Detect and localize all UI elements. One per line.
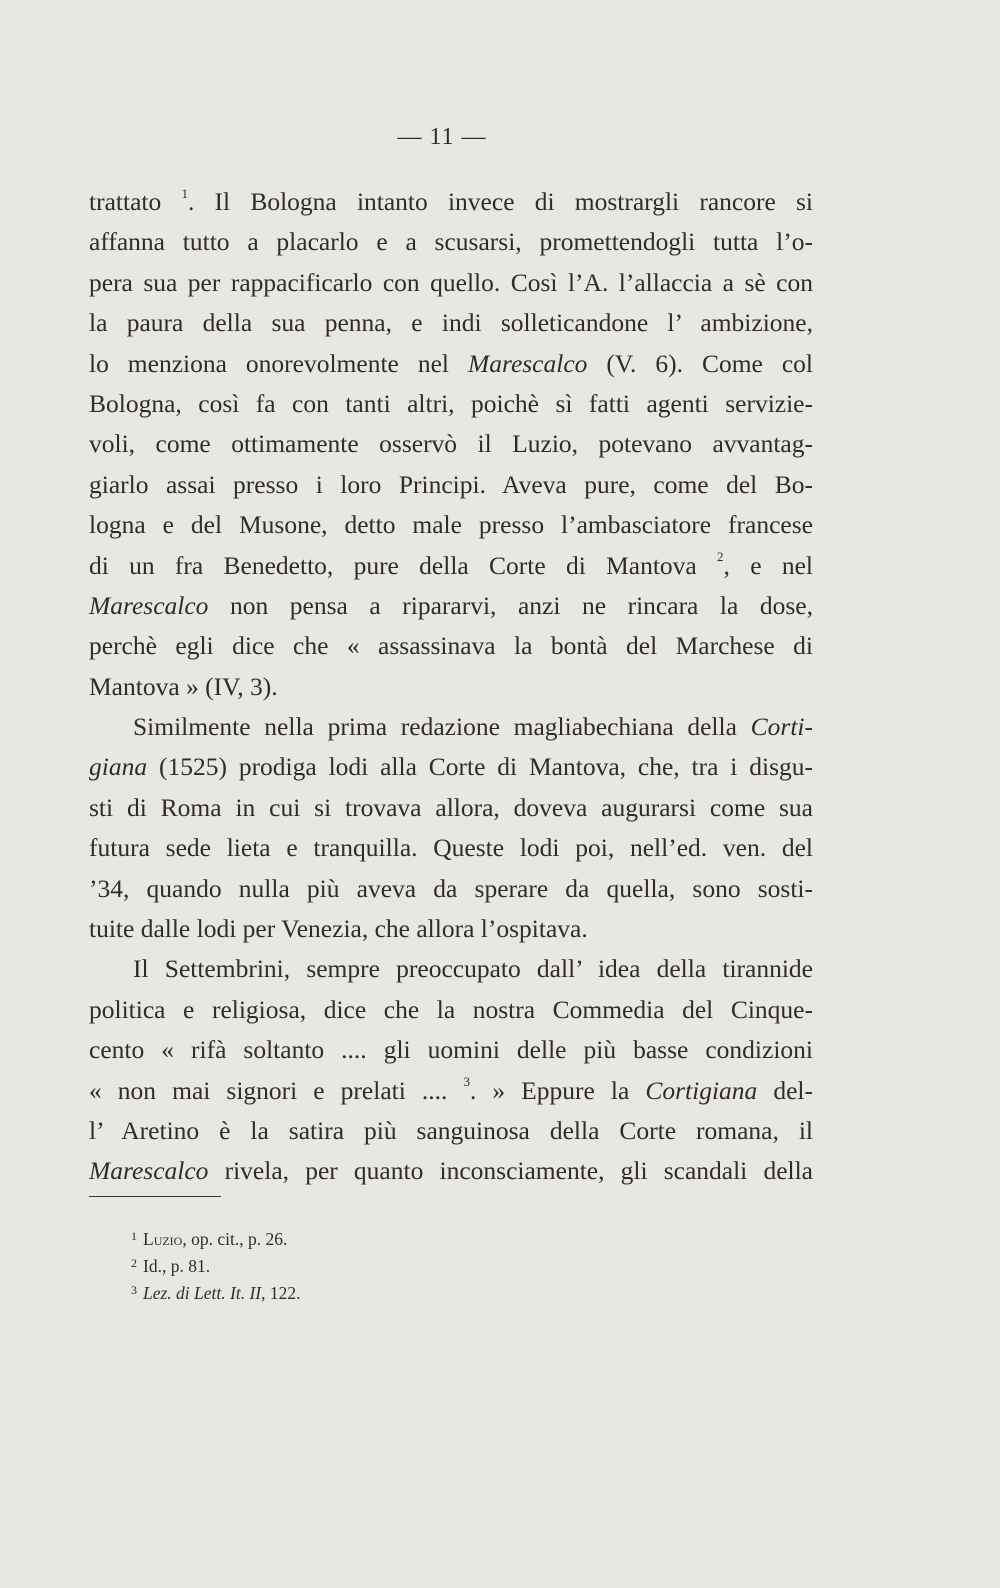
text-line: lo menziona onorevolmente nel Marescalco (V. 6). Come col bbox=[89, 348, 813, 378]
text-line: voli, come ottimamente osservò il Luzio, potevano avvantag- bbox=[89, 429, 813, 459]
text-line: Bologna, così fa con tanti altri, poichè sì fatti agenti servizie- bbox=[89, 388, 813, 418]
footnote-ref: 3 bbox=[463, 1074, 470, 1090]
text-line: di un fra Benedetto, pure della Corte di Mantova $^2$, e nel bbox=[89, 549, 813, 580]
text-line: sti di Roma in cui si trovava allora, doveva augurarsi come sua bbox=[89, 792, 813, 822]
text-line: pera sua per rappacificarlo con quello. Così l’A. l’allaccia a sè con bbox=[89, 267, 813, 297]
footnote-ref: 2 bbox=[717, 549, 724, 565]
footnote: $^1$ Luzio, op. cit., p. 26. bbox=[131, 1229, 288, 1249]
footnote-mark: 1 bbox=[131, 1229, 137, 1243]
work-title: Cortigiana bbox=[645, 1075, 758, 1105]
text-line: giarlo assai presso i loro Principi. Aveva pure, come del Bo- bbox=[89, 469, 813, 499]
body-text bbox=[89, 182, 813, 1192]
text-line: trattato $^1$. Il Bologna intanto invece di mostrargli rancore si bbox=[89, 185, 814, 216]
text-line: Similmente nella prima redazione magliabechiana della Corti- bbox=[133, 712, 813, 742]
text-line: politica e religiosa, dice che la nostra Commedia del Cinque- bbox=[89, 994, 813, 1024]
text-line: l’ Aretino è la satira più sanguinosa della Corte romana, il bbox=[89, 1115, 813, 1145]
text-line: « non mai signori e prelati .... $^3$. » Eppure la Cortigiana del- bbox=[89, 1074, 813, 1105]
work-title: Corti- bbox=[750, 712, 813, 742]
text-line: giana (1525) prodiga lodi alla Corte di Mantova, che, tra i disgu- bbox=[89, 752, 813, 782]
text-line: affanna tutto a placarlo e a scusarsi, promettendogli tutta l’o- bbox=[89, 227, 813, 257]
footnote-ref: 1 bbox=[181, 185, 188, 201]
text-line: perchè egli dice che « assassinava la bontà del Marchese di bbox=[89, 631, 813, 661]
footnote: $^2$ Id., p. 81. bbox=[131, 1256, 211, 1276]
text-line: tuite dalle lodi per Venezia, che allora l’ospitava. bbox=[89, 914, 588, 944]
text-line: logna e del Musone, detto male presso l’ambasciatore francese bbox=[89, 510, 813, 540]
text-line: futura sede lieta e tranquilla. Queste lodi poi, nell’ed. ven. del bbox=[89, 833, 813, 863]
text-line: Marescalco non pensa a ripararvi, anzi ne rincara la dose, bbox=[89, 590, 813, 620]
footnote: $^3$ Lez. di Lett. It. II, 122. bbox=[131, 1283, 301, 1303]
text-line: ’34, quando nulla più aveva da sperare da quella, sono sosti- bbox=[89, 873, 813, 903]
page-number: — 11 — bbox=[397, 124, 487, 150]
work-title: Marescalco bbox=[89, 1156, 209, 1186]
work-title: Marescalco bbox=[467, 348, 588, 378]
text-line: Il Settembrini, sempre preoccupato dall’ idea della tirannide bbox=[133, 954, 813, 984]
work-title: Marescalco bbox=[89, 590, 209, 620]
work-title: giana bbox=[89, 752, 148, 782]
footnotes bbox=[131, 1226, 631, 1307]
text-line: cento « rifà soltanto .... gli uomini delle più basse condizioni bbox=[89, 1035, 813, 1065]
footnote-mark: 2 bbox=[131, 1256, 137, 1270]
footnote-divider bbox=[89, 1196, 221, 1197]
footnote-mark: 3 bbox=[131, 1283, 137, 1297]
text-line: Mantova » (IV, 3). bbox=[89, 671, 278, 701]
text-line: Marescalco rivela, per quanto inconsciamente, gli scandali della bbox=[89, 1156, 813, 1186]
text-line: la paura della sua penna, e indi solleticandone l’ ambizione, bbox=[89, 308, 813, 338]
